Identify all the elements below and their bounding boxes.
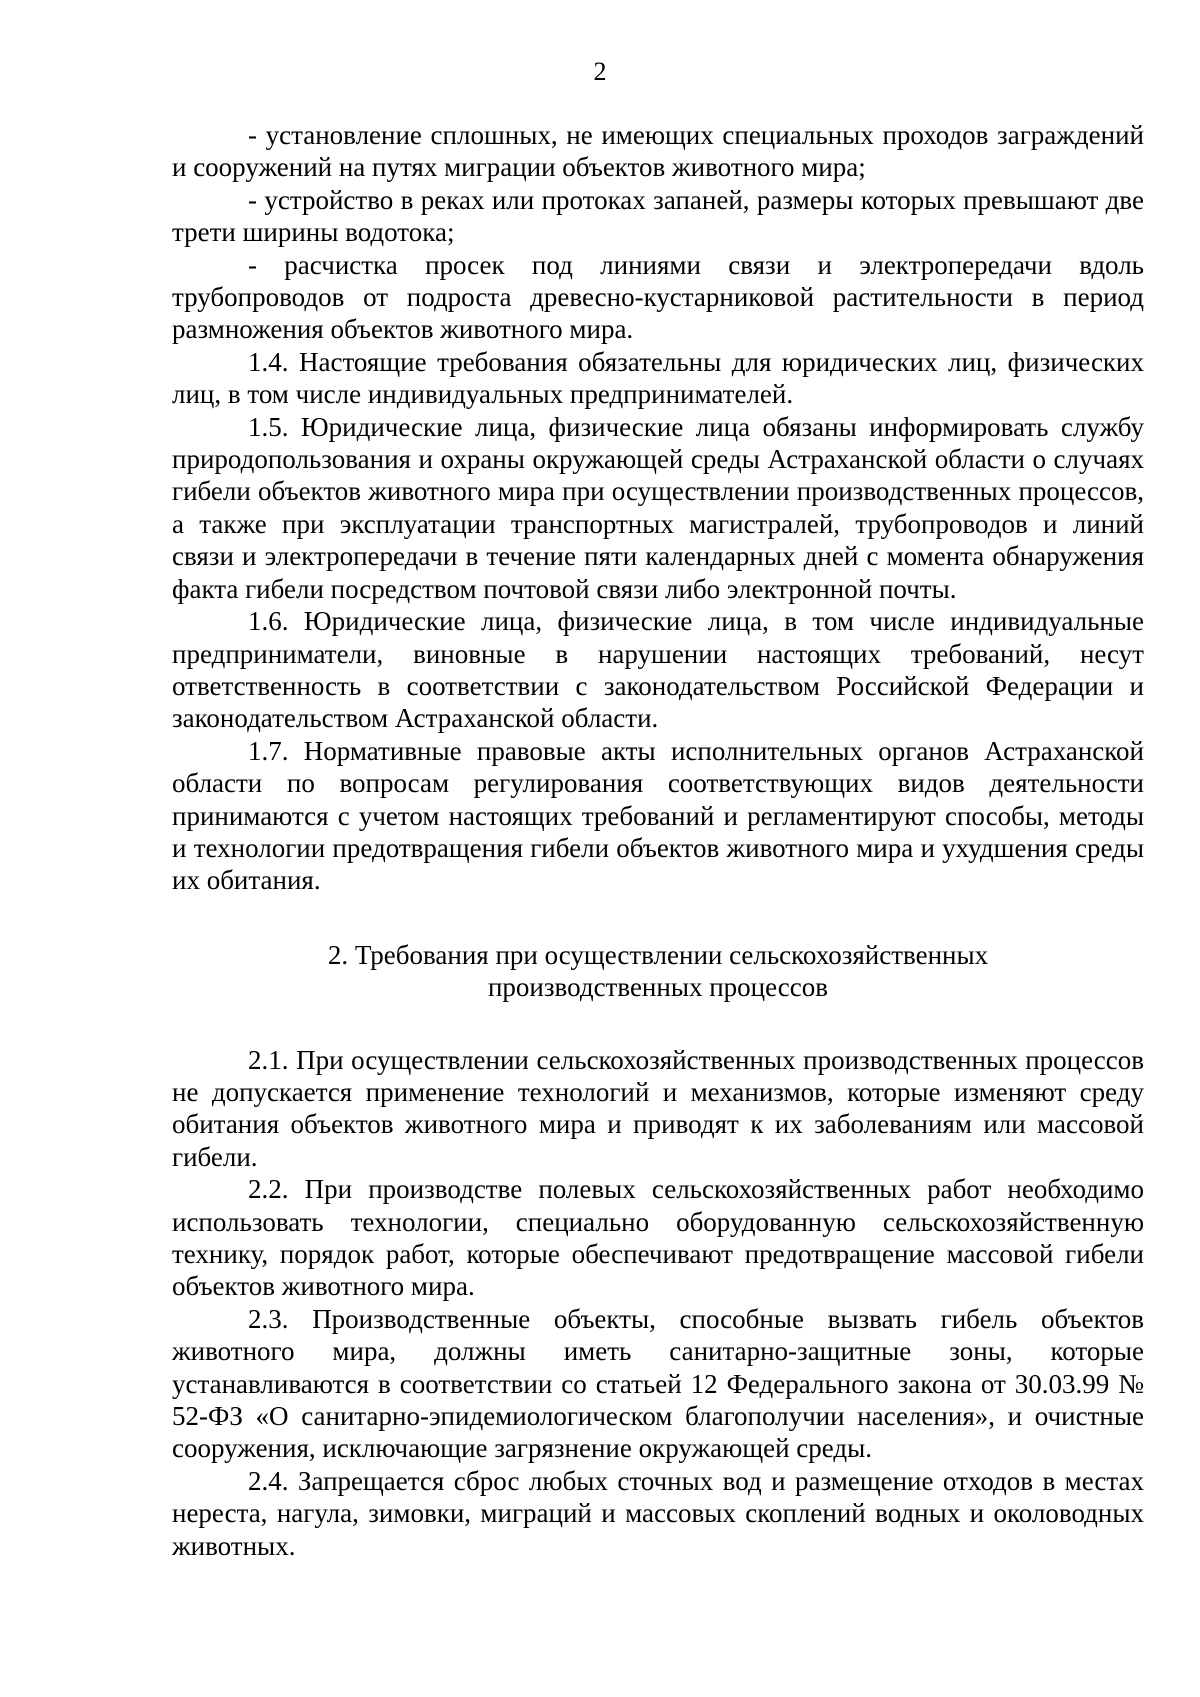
paragraph-clearing-cuttings: - расчистка просек под линиями связи и электропередачи вдоль трубопроводов от подроста древесно-кустарниковой растительности в период размножения объектов животного мира. [172, 249, 1144, 345]
section-2-heading-line2: производственных процессов [487, 972, 828, 1003]
paragraph-1-4: 1.4. Настоящие требования обязательны для юридических лиц, физических лиц, в том числе индивидуальных предпринимателей. [172, 346, 1144, 410]
section-2-heading-line1: 2. Требования при осуществлении сельскохозяйственных [327, 939, 989, 970]
paragraph-2-1: 2.1. При осуществлении сельскохозяйственных производственных процессов не допускается применение технологий и механизмов, которые изменяют среду обитания объектов животного мира и приводят к их заболеваниям или массовой гибели. [172, 1044, 1144, 1172]
paragraph-2-2: 2.2. При производстве полевых сельскохозяйственных работ необходимо использовать технологии, специально оборудованную сельскохозяйственную технику, порядок работ, которые обеспечивают предотвращение массовой гибели объектов животного мира. [172, 1174, 1144, 1302]
paragraph-2-4: 2.4. Запрещается сброс любых сточных вод и размещение отходов в местах нереста, нагула, зимовки, миграций и массовых скоплений водных и околоводных животных. [172, 1465, 1144, 1561]
paragraph-boom-installation: - устройство в реках или протоках запаней, размеры которых превышают две трети ширины водотока; [172, 184, 1144, 248]
paragraph-1-7: 1.7. Нормативные правовые акты исполнительных органов Астраханской области по вопросам регулирования соответствующих видов деятельности принимаются с учетом настоящих требований и регламентируют способы, методы и технологии предотвращения гибели объектов животного мира и ухудшения среды их обитания. [172, 735, 1144, 896]
section-2-heading [172, 939, 1144, 1004]
paragraph-2-3: 2.3. Производственные объекты, способные вызвать гибель объектов животного мира, должны иметь санитарно-защитные зоны, которые устанавливаются в соответствии со статьей 12 Федерального закона от 30.03.99 № 52-ФЗ «О санитарно-эпидемиологическом благополучии населения», и очистные сооружения, исключающие загрязнение окружающей среды. [172, 1303, 1144, 1464]
paragraph-1-5: 1.5. Юридические лица, физические лица обязаны информировать службу природопользования и охраны окружающей среды Астраханской области о случаях гибели объектов животного мира при осуществлении производственных процессов, а также при эксплуатации транспортных магистралей, трубопроводов и линий связи и электропередачи в течение пяти календарных дней с момента обнаружения факта гибели посредством почтовой связи либо электронной почты. [172, 411, 1144, 604]
paragraph-fence-installation: - установление сплошных, не имеющих специальных проходов заграждений и сооружений на путях миграции объектов животного мира; [172, 120, 1144, 183]
paragraph-1-6: 1.6. Юридические лица, физические лица, в том числе индивидуальные предприниматели, виновные в нарушении настоящих требований, несут ответственность в соответствии с законодательством Российской Федерации и законодательством Астраханской области. [172, 606, 1144, 734]
document-body [172, 119, 1144, 1562]
page-number: 2 [593, 57, 607, 86]
